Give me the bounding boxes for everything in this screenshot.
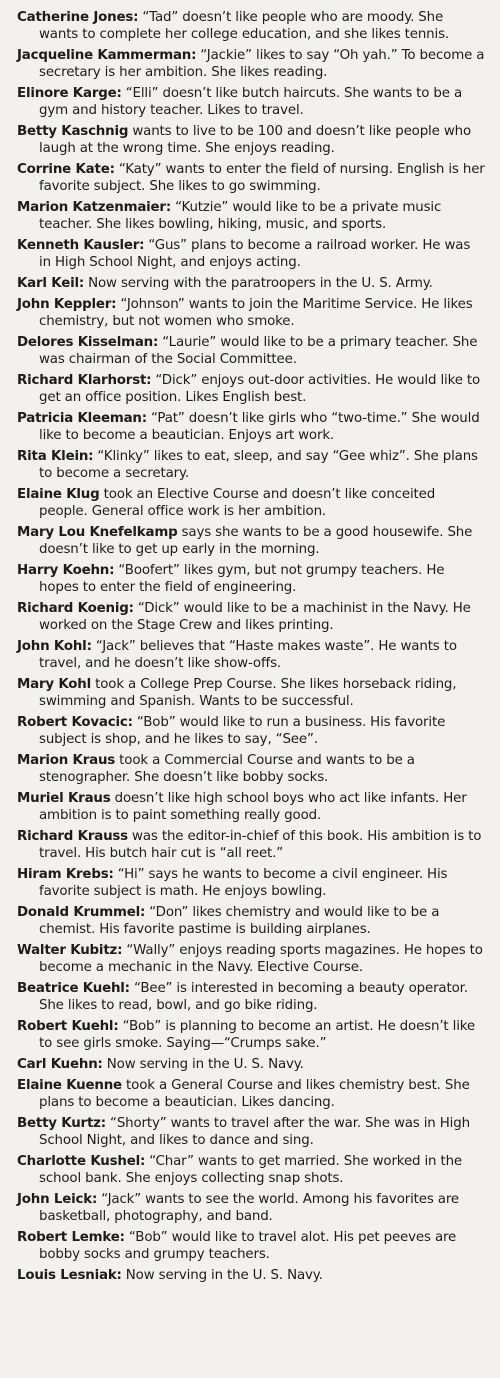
senior-entry [17,410,486,444]
senior-name: John Keppler: [17,297,117,312]
senior-entry [17,1018,486,1052]
senior-entry [17,275,486,292]
senior-entry [17,1153,486,1187]
senior-description: took an Elective Course and doesn’t like conceited people. General office work is her ambition. [39,487,436,519]
senior-description: “Johnson” wants to join the Maritime Service. He likes chemistry, but not women who smoke. [39,297,473,329]
senior-entry [17,600,486,634]
senior-name: Harry Koehn: [17,563,115,578]
senior-description: Now serving with the paratroopers in the U. S. Army. [84,276,433,291]
senior-description: “Kutzie” would like to be a private music teacher. She likes bowling, hiking, music, and sports. [39,200,442,232]
senior-entry [17,334,486,368]
senior-entry [17,1229,486,1263]
senior-name: Rita Klein: [17,449,94,464]
senior-description: “Boofert” likes gym, but not grumpy teachers. He hopes to enter the field of engineering. [39,563,445,595]
senior-description: Now serving in the U. S. Navy. [102,1057,304,1072]
senior-description: took a General Course and likes chemistry best. She plans to become a beautician. Likes dancing. [39,1078,470,1110]
senior-entry [17,9,486,43]
senior-entry [17,237,486,271]
senior-name: Charlotte Kushel: [17,1154,146,1169]
senior-description: “Katy” wants to enter the field of nursing. English is her favorite subject. She likes to go swimming. [39,162,485,194]
senior-name: Jacqueline Kammerman: [17,48,197,63]
senior-description: “Elli” doesn’t like butch haircuts. She wants to be a gym and history teacher. Likes to travel. [39,86,463,118]
senior-name: Patricia Kleeman: [17,411,147,426]
senior-description: “Char” wants to get married. She worked in the school bank. She enjoys collecting snap shots. [39,1154,463,1186]
senior-entry [17,123,486,157]
senior-name: Kenneth Kausler: [17,238,145,253]
senior-entry [17,1115,486,1149]
senior-description: says she wants to be a good housewife. She doesn’t like to get up early in the morning. [39,525,473,557]
senior-description: “Don” likes chemistry and would like to be a chemist. His favorite pastime is building airplanes. [39,905,440,937]
senior-name: Hiram Krebs: [17,867,114,882]
senior-entry [17,676,486,710]
senior-name: Marion Katzenmaier: [17,200,171,215]
senior-description: “Jack” wants to see the world. Among his favorites are basketball, photography, and band. [39,1192,459,1224]
senior-name: Mary Kohl [17,677,92,692]
senior-description: “Bee” is interested in becoming a beauty operator. She likes to read, bowl, and go bike riding. [39,981,468,1013]
senior-entry [17,980,486,1014]
senior-name: John Leick: [17,1192,98,1207]
senior-name: Robert Kuehl: [17,1019,119,1034]
senior-name: Betty Kurtz: [17,1116,106,1131]
senior-entry [17,790,486,824]
senior-entry [17,1191,486,1225]
senior-entry [17,1056,486,1073]
senior-entry [17,1267,486,1284]
senior-entry [17,562,486,596]
senior-entry [17,296,486,330]
senior-name: Robert Lemke: [17,1230,125,1245]
senior-name: Betty Kaschnig [17,124,129,139]
senior-entry [17,524,486,558]
senior-description: “Jack” believes that “Haste makes waste”. He wants to travel, and he doesn’t like show-offs. [39,639,457,671]
senior-description: “Bob” would like to travel alot. His pet peeves are bobby socks and grumpy teachers. [39,1230,457,1262]
senior-entry [17,1077,486,1111]
senior-entry [17,828,486,862]
senior-entry [17,448,486,482]
senior-description: wants to live to be 100 and doesn’t like people who laugh at the wrong time. She enjoys reading. [39,124,471,156]
senior-name: Beatrice Kuehl: [17,981,130,996]
senior-name: Mary Lou Knefelkamp [17,525,178,540]
senior-description: “Shorty” wants to travel after the war. She was in High School Night, and likes to dance and sing. [39,1116,470,1148]
senior-name: Richard Krauss [17,829,128,844]
senior-description: “Bob” is planning to become an artist. He doesn’t like to see girls smoke. Saying—“Crumps sake.” [39,1019,475,1051]
senior-name: John Kohl: [17,639,92,654]
senior-entry [17,199,486,233]
senior-description: “Wally” enjoys reading sports magazines. He hopes to become a mechanic in the Navy. Elective Course. [39,943,483,975]
senior-description: took a College Prep Course. She likes horseback riding, swimming and Spanish. Wants to be successful. [39,677,457,709]
senior-entry [17,752,486,786]
senior-entry [17,486,486,520]
senior-description: “Jackie” likes to say “Oh yah.” To become a secretary is her ambition. She likes reading. [39,48,485,80]
senior-name: Delores Kisselman: [17,335,159,350]
senior-entry [17,638,486,672]
senior-name: Elinore Karge: [17,86,122,101]
senior-name: Walter Kubitz: [17,943,123,958]
senior-entry [17,372,486,406]
senior-description: “Klinky” likes to eat, sleep, and say “Gee whiz”. She plans to become a secretary. [39,449,478,481]
senior-name: Richard Klarhorst: [17,373,152,388]
senior-entry [17,904,486,938]
senior-entry [17,866,486,900]
senior-name: Karl Keil: [17,276,85,291]
senior-description: “Hi” says he wants to become a civil engineer. His favorite subject is math. He enjoys bowling. [39,867,448,899]
senior-name: Elaine Kuenne [17,1078,122,1093]
senior-entry [17,161,486,195]
senior-name: Donald Krummel: [17,905,146,920]
senior-entry [17,85,486,119]
senior-description: “Bob” would like to run a business. His favorite subject is shop, and he likes to say, “See”. [39,715,446,747]
senior-description: Now serving in the U. S. Navy. [121,1268,323,1283]
senior-description: “Pat” doesn’t like girls who “two-time.” She would like to become a beautician. Enjoys art work. [39,411,480,443]
senior-description: took a Commercial Course and wants to be a stenographer. She doesn’t like bobby socks. [39,753,415,785]
senior-name: Corrine Kate: [17,162,115,177]
senior-entry [17,714,486,748]
senior-description: “Dick” would like to be a machinist in the Navy. He worked on the Stage Crew and likes printing. [39,601,471,633]
senior-description: “Gus” plans to become a railroad worker. He was in High School Night, and enjoys acting. [39,238,471,270]
senior-name: Louis Lesniak: [17,1268,122,1283]
senior-description: “Dick” enjoys out-door activities. He would like to get an office position. Likes English best. [39,373,481,405]
senior-description: doesn’t like high school boys who act like infants. Her ambition is to paint something really good. [39,791,467,823]
senior-description: was the editor-in-chief of this book. His ambition is to travel. His butch hair cut is “all reet.” [39,829,482,861]
senior-name: Carl Kuehn: [17,1057,103,1072]
senior-description: “Laurie” would like to be a primary teacher. She was chairman of the Social Committee. [39,335,478,367]
senior-description: “Tad” doesn’t like people who are moody. She wants to complete her college education, and she likes tennis. [39,10,450,42]
senior-entry [17,942,486,976]
senior-entry [17,47,486,81]
senior-name: Catherine Jones: [17,10,139,25]
senior-name: Marion Kraus [17,753,116,768]
senior-name: Richard Koenig: [17,601,134,616]
senior-name: Muriel Kraus [17,791,111,806]
senior-name: Robert Kovacic: [17,715,133,730]
senior-name: Elaine Klug [17,487,100,502]
